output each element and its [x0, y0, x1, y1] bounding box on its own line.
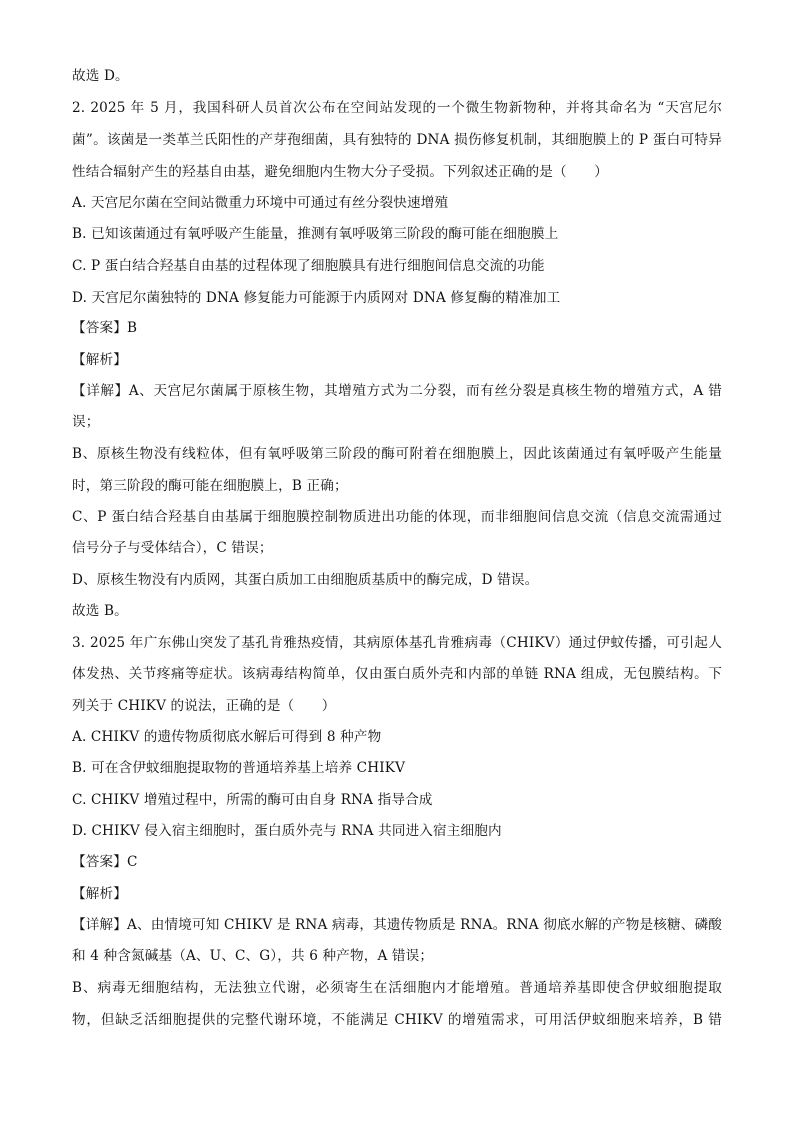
option-c: C. P 蛋白结合羟基自由基的过程体现了细胞膜具有进行细胞间信息交流的功能 [72, 258, 545, 274]
explanation-line: 【详解】A、由情境可知 CHIKV 是 RNA 病毒，其遗传物质是 RNA。RNA 彻底水解的产物是核糖、磷酸 [72, 917, 722, 933]
option-d: D. CHIKV 侵入宿主细胞时，蛋白质外壳与 RNA 共同进入宿主细胞内 [72, 823, 502, 839]
explanation-line: 误； [72, 414, 100, 430]
answer-label: 【答案】C [72, 854, 138, 870]
question-3-stem: 列关于 CHIKV 的说法，正确的是（ ） [72, 698, 336, 714]
explanation-line: 【详解】A、天宫尼尔菌属于原核生物，其增殖方式为二分裂，而有丝分裂是真核生物的增殖方式，A 错 [72, 383, 722, 399]
analysis-label: 【解析】 [72, 886, 127, 902]
option-b: B. 可在含伊蚊细胞提取物的普通培养基上培养 CHIKV [72, 760, 406, 776]
question-3-stem: 体发热、关节疼痛等症状。该病毒结构简单，仅由蛋白质外壳和内部的单链 RNA 组成，无包膜结构。下 [72, 666, 722, 682]
option-a: A. 天宫尼尔菌在空间站微重力环境中可通过有丝分裂快速增殖 [72, 195, 449, 211]
explanation-line: B、原核生物没有线粒体，但有氧呼吸第三阶段的酶可附着在细胞膜上，因此该菌通过有氧呼吸产生能量 [72, 446, 722, 462]
question-3-stem: 3. 2025 年广东佛山突发了基孔肯雅热疫情，其病原体基孔肯雅病毒（CHIKV）通过伊蚊传播，可引起人 [72, 635, 722, 651]
explanation-line: C、P 蛋白结合羟基自由基属于细胞膜控制物质进出功能的体现，而非细胞间信息交流（信息交流需通过 [72, 509, 722, 525]
explanation-line: 和 4 种含氮碱基（A、U、C、G），共 6 种产物，A 错误； [72, 948, 434, 964]
option-c: C. CHIKV 增殖过程中，所需的酶可由自身 RNA 指导合成 [72, 792, 433, 808]
question-2-stem: 2. 2025 年 5 月，我国科研人员首次公布在空间站发现的一个微生物新物种，并将其命名为 “天宫尼尔 [72, 100, 722, 116]
option-b: B. 已知该菌通过有氧呼吸产生能量，推测有氧呼吸第三阶段的酶可能在细胞膜上 [72, 226, 559, 242]
analysis-label: 【解析】 [72, 352, 127, 368]
text-line: 故选 D。 [72, 68, 129, 84]
question-2-stem: 菌”。该菌是一类革兰氏阳性的产芽孢细菌，具有独特的 DNA 损伤修复机制，其细胞膜上的 P 蛋白可特异 [72, 132, 722, 148]
option-d: D. 天宫尼尔菌独特的 DNA 修复能力可能源于内质网对 DNA 修复酶的精准加工 [72, 290, 561, 306]
text-line: 故选 B。 [72, 603, 128, 619]
explanation-line: 时，第三阶段的酶可能在细胞膜上，B 正确； [72, 478, 348, 494]
explanation-line: B、病毒无细胞结构，无法独立代谢，必须寄生在活细胞内才能增殖。普通培养基即使含伊蚊细胞提取 [72, 980, 722, 996]
explanation-line: 信号分子与受体结合），C 错误； [72, 540, 273, 556]
explanation-line: D、原核生物没有内质网，其蛋白质加工由细胞质基质中的酶完成，D 错误。 [72, 572, 539, 588]
question-2-stem: 性结合辐射产生的羟基自由基，避免细胞内生物大分子受损。下列叙述正确的是（ ） [72, 164, 609, 180]
option-a: A. CHIKV 的遗传物质彻底水解后可得到 8 种产物 [72, 729, 382, 745]
answer-label: 【答案】B [72, 320, 138, 336]
explanation-line: 物，但缺乏活细胞提供的完整代谢环境，不能满足 CHIKV 的增殖需求，可用活伊蚊细胞来培养，B 错 [72, 1012, 722, 1028]
